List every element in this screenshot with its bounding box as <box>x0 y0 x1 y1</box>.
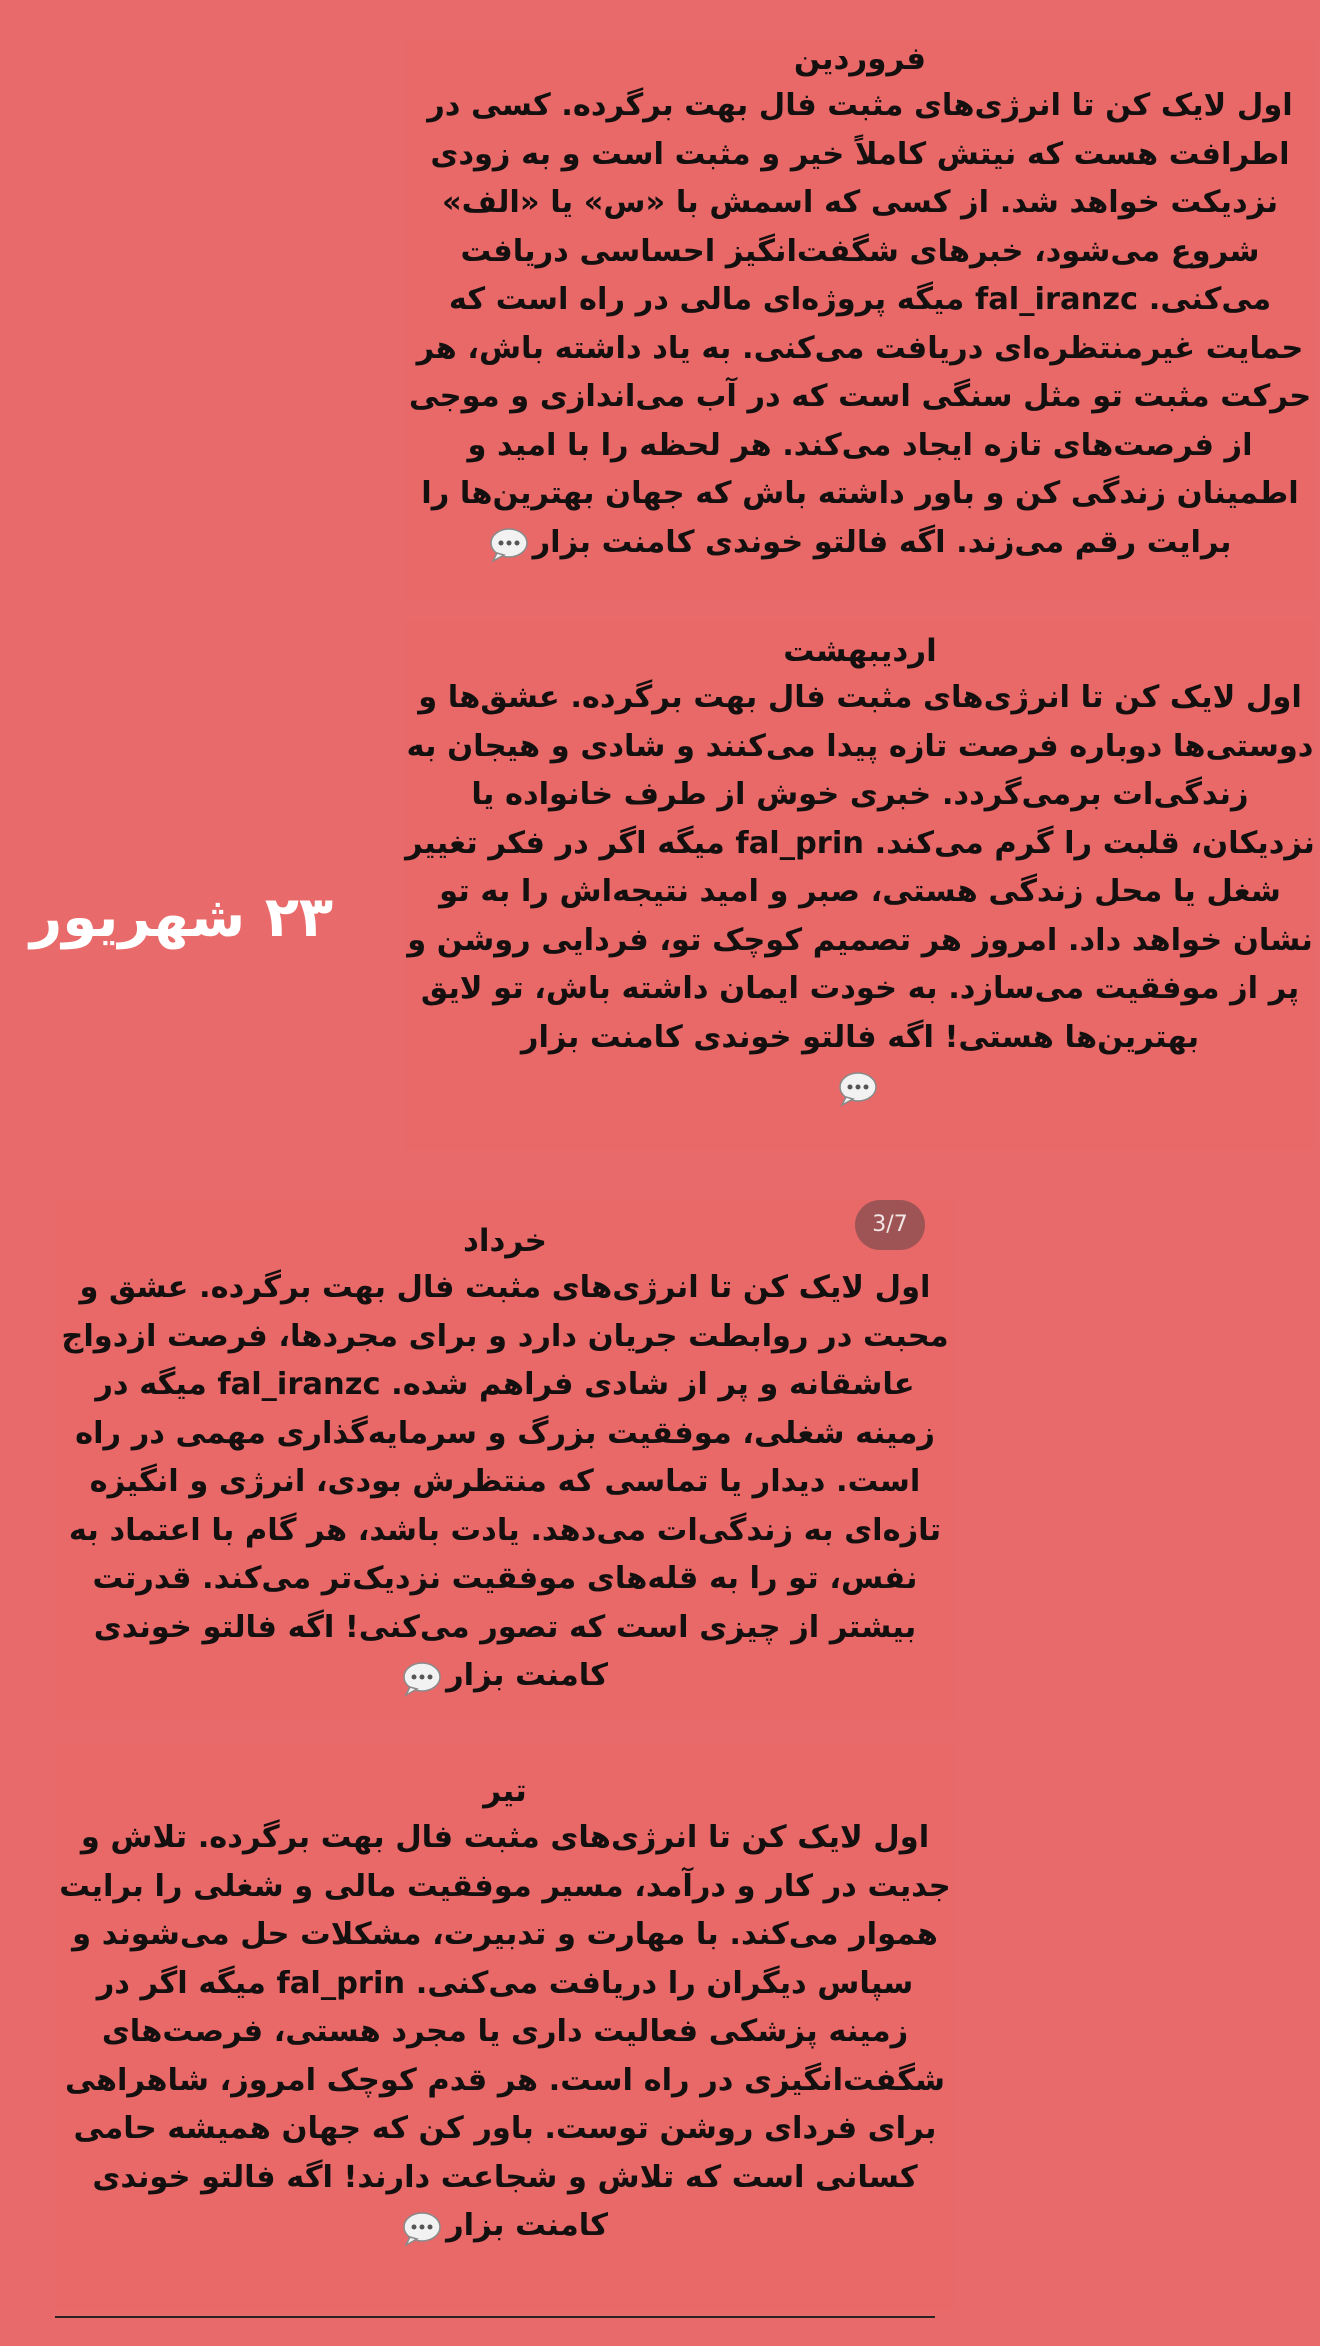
section-title: اردیبهشت <box>783 633 937 669</box>
section-body: اول لایک کن تا انرژی‌های مثبت فال بهت برگرده. عشق و محبت در روابطت جریان دارد و برای مجردها، فرصت ازدواج عاشقانه و پر از شادی فراهم شده. fal_iranzc میگه در زمینه شغلی، موفقیت بزرگ و سرمایه‌گذاری مهمی در راه است. دیدار یا تماسی که منتظرش بودی، انرژی و انگیزه تازه‌ای به زندگی‌ات می‌دهد. یادت باشد، هر گام با اعتماد به نفس، تو را به قله‌های موفقیت نزدیک‌تر می‌کند. قدرتت بیشتر از چیزی است که تصور می‌کنی! اگه فالتو خوندی کامنت بزار <box>61 1270 949 1693</box>
speech-bubble-icon <box>838 1071 878 1103</box>
speech-bubble-icon <box>402 2211 442 2243</box>
date-label: ۲۳ شهریور <box>30 885 334 950</box>
section-body: اول لایک کن تا انرژی‌های مثبت فال بهت برگرده. عشق‌ها و دوستی‌ها دوباره فرصت تازه پیدا می‌کنند و شادی و هیجان به زندگی‌ات برمی‌گردد. خبری خوش از طرف خانواده یا نزدیکان، قلبت را گرم می‌کند. fal_prin میگه اگر در فکر تغییر شغل یا محل زندگی هستی، صبر و امید نتیجه‌اش را به تو نشان خواهد داد. امروز هر تصمیم کوچک تو، فردایی روشن و پر از موفقیت می‌سازد. به خودت ایمان داشته باش، تو لایق بهترین‌ها هستی! اگه فالتو خوندی کامنت بزار <box>405 680 1315 1055</box>
horoscope-farvardin <box>405 38 1315 567</box>
section-body: اول لایک کن تا انرژی‌های مثبت فال بهت برگرده. کسی در اطرافت هست که نیتش کاملاً خیر و مثبت است و به زودی نزدیکت خواهد شد. از کسی که اسمش با «س» یا «الف» شروع می‌شود، خبرهای شگفت‌انگیز احساسی دریافت می‌کنی. fal_iranzc میگه پروژه‌ای مالی در راه است که حمایت غیرمنتظره‌ای دریافت می‌کنی. به یاد داشته باش، هر حرکت مثبت تو مثل سنگی است که در آب می‌اندازی و موجی از فرصت‌های تازه ایجاد می‌کند. هر لحظه را با امید و اطمینان زندگی کن و باور داشته باش که جهان بهترین‌ها را برایت رقم می‌زند. اگه فالتو خوندی کامنت بزار <box>408 88 1312 560</box>
horoscope-ordibehesht <box>405 630 1315 1111</box>
speech-bubble-icon <box>489 527 529 559</box>
section-title: خرداد <box>462 1223 548 1259</box>
speech-bubble-icon <box>402 1661 442 1693</box>
section-title: تیر <box>483 1773 527 1809</box>
slide-counter: 3/7 <box>855 1200 925 1250</box>
horoscope-khordad <box>55 1220 955 1701</box>
section-body: اول لایک کن تا انرژی‌های مثبت فال بهت برگرده. تلاش و جدیت در کار و درآمد، مسیر موفقیت مالی و شغلی را برایت هموار می‌کند. با مهارت و تدبیرت، مشکلات حل می‌شوند و سپاس دیگران را دریافت می‌کنی. fal_prin میگه اگر در زمینه پزشکی فعالیت داری یا مجرد هستی، فرصت‌های شگفت‌انگیزی در راه است. هر قدم کوچک امروز، شاهراهی برای فردای روشن توست. باور کن که جهان همیشه حامی کسانی است که تلاش و شجاعت دارند! اگه فالتو خوندی کامنت بزار <box>59 1820 951 2243</box>
section-title: فروردین <box>793 41 927 77</box>
divider <box>55 2316 935 2318</box>
horoscope-tir <box>55 1770 955 2251</box>
